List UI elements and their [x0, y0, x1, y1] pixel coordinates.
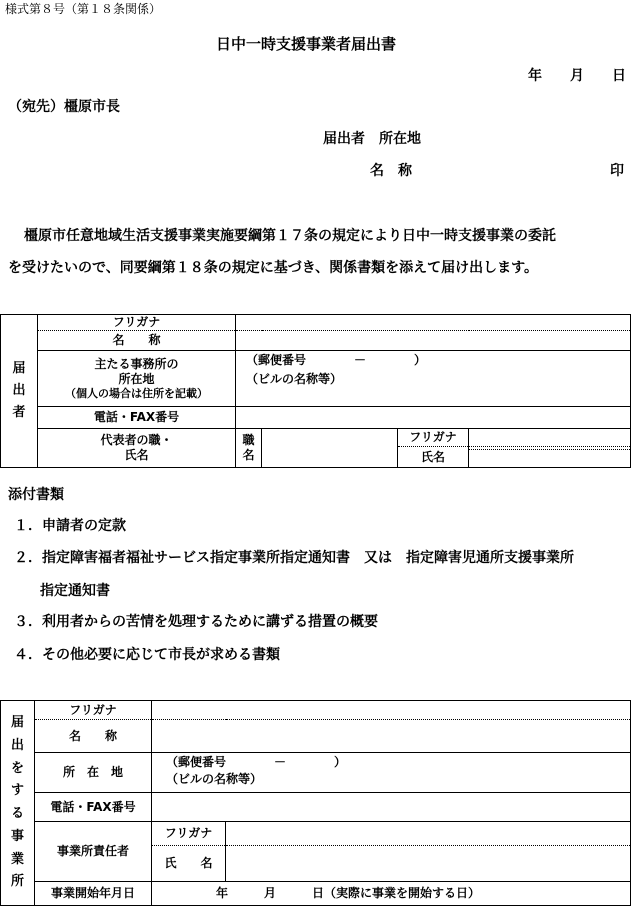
office-address-label: 主たる事務所の 所在地 （個人の場合は住所を記載）: [38, 351, 236, 407]
attachment-item-3: ３．利用者からの苦情を処理するために講ずる措置の概要: [14, 614, 378, 630]
submitter-address-label: 届出者 所在地: [323, 131, 421, 147]
manager-name-field[interactable]: [226, 846, 631, 882]
postal-code-label: （郵便番号 － ）: [246, 353, 427, 367]
rep-name-label: 氏名: [398, 447, 469, 468]
attachment-item-4: ４．その他必要に応じて市長が求める書類: [14, 647, 280, 663]
name-field[interactable]: [236, 331, 631, 351]
office-building-label: （ビルの名称等）: [166, 772, 263, 786]
office-manager-label: 事業所責任者: [35, 822, 152, 882]
manager-furigana-field[interactable]: [226, 822, 631, 846]
furigana-field[interactable]: [236, 315, 631, 331]
office-phone-label: 電話・FAX番号: [35, 793, 152, 822]
seal-mark: 印: [610, 163, 624, 179]
office-phone-field[interactable]: [152, 793, 631, 822]
office-location-label: 所 在 地: [35, 753, 152, 793]
office-address-field[interactable]: [236, 351, 631, 407]
name-label: 名 称: [38, 331, 236, 351]
office-location-field[interactable]: [152, 753, 631, 793]
form-title: 日中一時支援事業者届出書: [216, 35, 397, 53]
phone-fax-label: 電話・FAX番号: [38, 407, 236, 429]
rep-name-field[interactable]: [469, 450, 631, 468]
representative-label: 代表者の職・ 氏名: [38, 429, 236, 468]
start-date-value: 年 月 日（実際に事業を開始する日）: [216, 886, 481, 900]
date-line: 年 月 日: [528, 68, 626, 84]
form-number: 様式第８号（第１８条関係）: [5, 2, 162, 16]
attachments-heading: 添付書類: [8, 487, 64, 503]
office-postal-label: （郵便番号 － ）: [166, 755, 347, 769]
office-furigana-label: フリガナ: [35, 701, 152, 720]
start-date-label: 事業開始年月日: [35, 882, 152, 906]
building-name-label: （ビルの名称等）: [246, 372, 343, 386]
start-date-field[interactable]: [152, 882, 631, 906]
body-text-line1: 橿原市任意地域生活支援事業実施要綱第１７条の規定により日中一時支援事業の委託: [24, 228, 556, 244]
submitter-side-label: 届出者: [1, 315, 38, 468]
office-side-label: 届出をする事業所: [1, 701, 35, 906]
office-name-label: 名 称: [35, 720, 152, 753]
body-text-line2: を受けたいので、同要綱第１８条の規定に基づき、関係書類を添えて届け出します。: [8, 260, 539, 276]
manager-name-label: 氏 名: [152, 846, 226, 882]
attachment-item-1: １．申請者の定款: [14, 518, 126, 534]
submitter-table: [0, 314, 631, 468]
attachment-item-2-cont: 指定通知書: [40, 583, 110, 599]
office-table: [0, 700, 631, 906]
addressee: （宛先）橿原市長: [8, 99, 120, 115]
manager-furigana-label: フリガナ: [152, 822, 226, 846]
furigana-label: フリガナ: [38, 315, 236, 331]
post-field[interactable]: [262, 429, 398, 468]
office-name-field[interactable]: [152, 720, 631, 753]
phone-fax-field[interactable]: [236, 407, 631, 429]
submitter-name-label: 名 称: [370, 163, 412, 179]
rep-furigana-field[interactable]: [469, 429, 631, 447]
post-label: 職 名: [236, 429, 262, 468]
rep-furigana-label: フリガナ: [398, 429, 469, 447]
office-furigana-field[interactable]: [152, 701, 631, 720]
attachment-item-2: ２．指定障害福者福祉サービス指定事業所指定通知書 又は 指定障害児通所支援事業所: [14, 550, 574, 566]
